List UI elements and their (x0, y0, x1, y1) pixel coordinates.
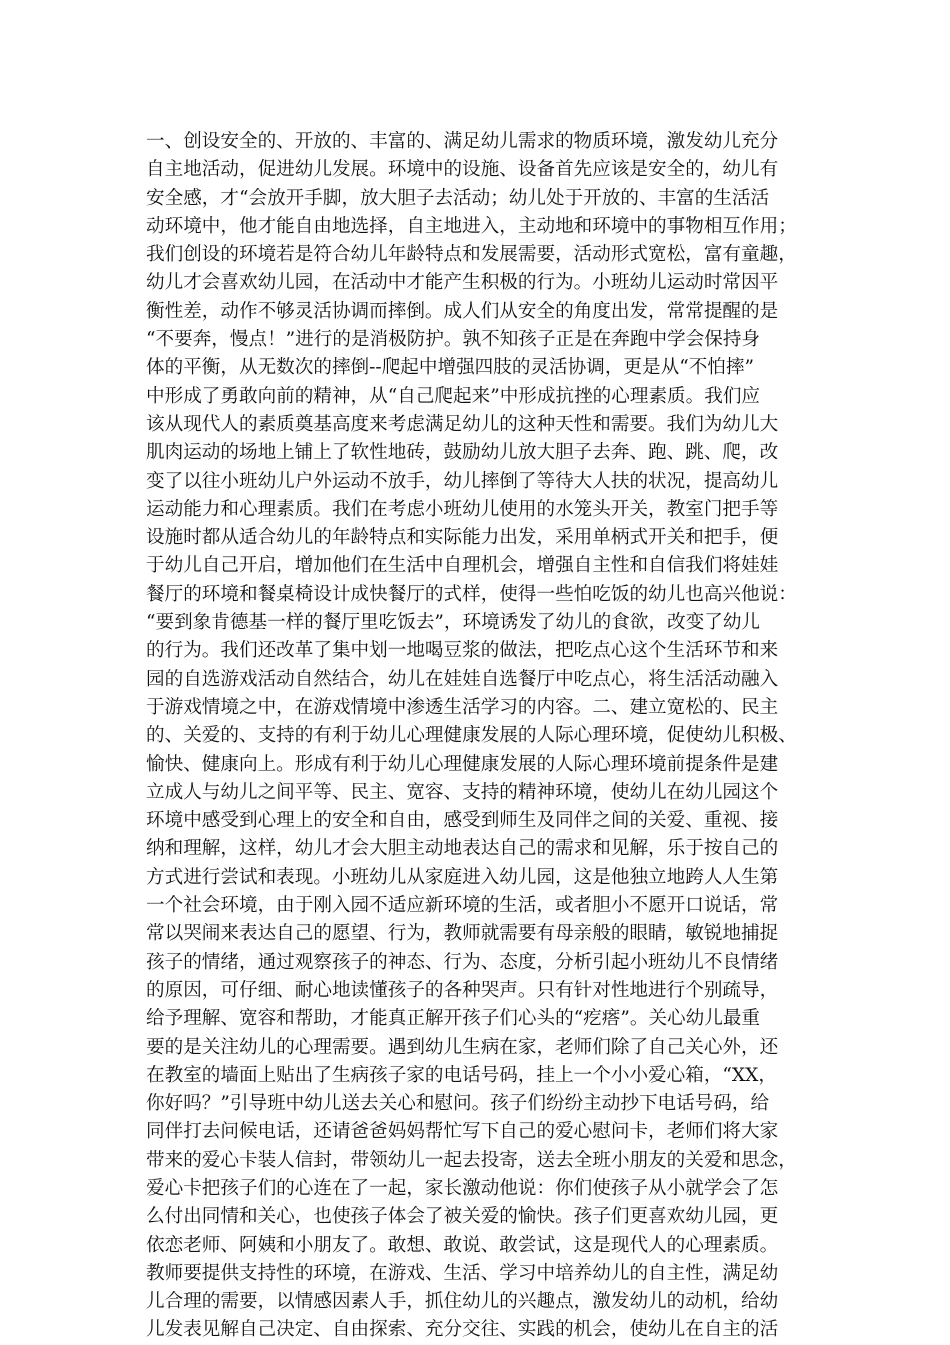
text-line: 体的平衡，从无数次的摔倒--爬起中增强四肢的灵活协调，更是从“不怕摔” (146, 357, 754, 379)
text-line: 依恋老师、阿姨和小朋友了。敢想、敢说、敢尝试，这是现代人的心理素质。 (146, 1234, 779, 1256)
text-line: 纳和理解，这样，幼儿才会大胆主动地表达自己的需求和见解，乐于按自己的 (146, 838, 779, 860)
text-line: 方式进行尝试和表现。小班幼儿从家庭进入幼儿园，这是他独立地跨人人生第 (146, 866, 779, 888)
text-line: 动环境中，他才能自由地选择，自主地进入，主动地和环境中的事物相互作用； (146, 215, 797, 237)
text-line: 的行为。我们还改革了集中划一地喝豆浆的做法，把吃点心这个生活环节和来 (146, 640, 779, 662)
text-line: 给予理解、宽容和帮助，才能真正解开孩子们心头的“疙瘩”。关心幼儿最重 (146, 1008, 761, 1030)
text-line: 中形成了勇敢向前的精神，从“自己爬起来”中形成抗挫的心理素质。我们应 (146, 385, 761, 407)
text-line: 设施时都从适合幼儿的年龄特点和实际能力出发，采用单柄式开关和把手，便 (146, 527, 779, 549)
body-text (146, 128, 810, 1345)
text-line: 爱心卡把孩子们的心连在了一起，家长激动他说：你们使孩子从小就学会了怎 (146, 1177, 779, 1199)
text-line: 餐厅的环境和餐桌椅设计成快餐厅的式样，使得一些怕吃饭的幼儿也高兴他说： (146, 583, 797, 605)
text-line: 幼儿才会喜欢幼儿园，在活动中才能产生积极的行为。小班幼儿运动时常因平 (146, 272, 779, 294)
text-line: 环境中感受到心理上的安全和自由，感受到师生及同伴之间的关爱、重视、接 (146, 810, 779, 832)
text-line: 要的是关注幼儿的心理需要。遇到幼儿生病在家，老师们除了自己关心外，还 (146, 1036, 779, 1058)
text-line: 运动能力和心理素质。我们在考虑小班幼儿使用的水笼头开关，教室门把手等 (146, 498, 779, 520)
text-line: 常以哭闹来表达自己的愿望、行为，教师就需要有母亲般的眼睛，敏锐地捕捉 (146, 923, 779, 945)
text-line: 该从现代人的素质奠基高度来考虑满足幼儿的这种天性和需要。我们为幼儿大 (146, 413, 779, 435)
text-line: 于游戏情境之中，在游戏情境中渗透生活学习的内容。二、建立宽松的、民主 (146, 696, 779, 718)
text-line: 一个社会环境，由于刚入园不适应新环境的生活，或者胆小不愿开口说话，常 (146, 895, 779, 917)
text-line: 教师要提供支持性的环境，在游戏、生活、学习中培养幼儿的自主性，满足幼 (146, 1262, 779, 1284)
text-line: 于幼儿自己开启，增加他们在生活中自理机会，增强自主性和自信我们将娃娃 (146, 555, 779, 577)
text-line: 我们创设的环境若是符合幼儿年龄特点和发展需要，活动形式宽松，富有童趣， (146, 244, 797, 266)
text-line: 肌肉运动的场地上铺上了软性地砖，鼓励幼儿放大胆子去奔、跑、跳、爬，改 (146, 442, 779, 464)
text-line: 愉快、健康向上。形成有利于幼儿心理健康发展的人际心理环境前提条件是建 (146, 753, 779, 775)
text-line: 儿合理的需要，以情感因素人手，抓住幼儿的兴趣点，激发幼儿的动机，给幼 (146, 1291, 779, 1313)
text-line: 的、关爱的、支持的有利于幼儿心理健康发展的人际心理环境，促使幼儿积极、 (146, 725, 797, 747)
text-line: 孩子的情绪，通过观察孩子的神态、行为、态度，分析引起小班幼儿不良情绪 (146, 951, 779, 973)
text-line: 么付出同情和关心，也使孩子体会了被关爱的愉快。孩子们更喜欢幼儿园，更 (146, 1206, 779, 1228)
text-line: 园的自选游戏活动自然结合，幼儿在娃娃自选餐厅中吃点心，将生活活动融入 (146, 668, 779, 690)
text-line: “不要奔，慢点！”进行的是消极防护。孰不知孩子正是在奔跑中学会保持身 (146, 329, 761, 351)
text-line: 立成人与幼儿之间平等、民主、宽容、支持的精神环境，使幼儿在幼儿园这个 (146, 781, 779, 803)
text-line: 同伴打去问候电话，还请爸爸妈妈帮忙写下自己的爱心慰问卡，老师们将大家 (146, 1121, 779, 1143)
text-line: 安全感，才“会放开手脚，放大胆子去活动；幼儿处于开放的、丰富的生活活 (146, 187, 770, 209)
text-line: 带来的爱心卡装人信封，带领幼儿一起去投寄，送去全班小朋友的关爱和思念， (146, 1149, 797, 1171)
text-line: 在教室的墙面上贴出了生病孩子家的电话号码，挂上一个小小爱心箱，“XX， (146, 1064, 777, 1086)
text-line: 衡性差，动作不够灵活协调而摔倒。成人们从安全的角度出发，常常提醒的是 (146, 300, 779, 322)
text-line: 自主地活动，促进幼儿发展。环境中的设施、设备首先应该是安全的，幼儿有 (146, 159, 779, 181)
text-line: 变了以往小班幼儿户外运动不放手，幼儿摔倒了等待大人扶的状况，提高幼儿 (146, 470, 779, 492)
text-line: 儿发表见解自己决定、自由探索、充分交往、实践的机会，使幼儿在自主的活 (146, 1319, 779, 1341)
text-line: “要到象肯德基一样的餐厅里吃饭去”，环境诱发了幼儿的食欲，改变了幼儿 (146, 612, 761, 634)
text-line: 一、创设安全的、开放的、丰富的、满足幼儿需求的物质环境，激发幼儿充分 (146, 131, 779, 152)
text-line: 的原因，可仔细、耐心地读懂孩子的各种哭声。只有针对性地进行个别疏导， (146, 979, 779, 1001)
text-line: 你好吗？”引导班中幼儿送去关心和慰问。孩子们纷纷主动抄下电话号码，给 (146, 1093, 770, 1115)
